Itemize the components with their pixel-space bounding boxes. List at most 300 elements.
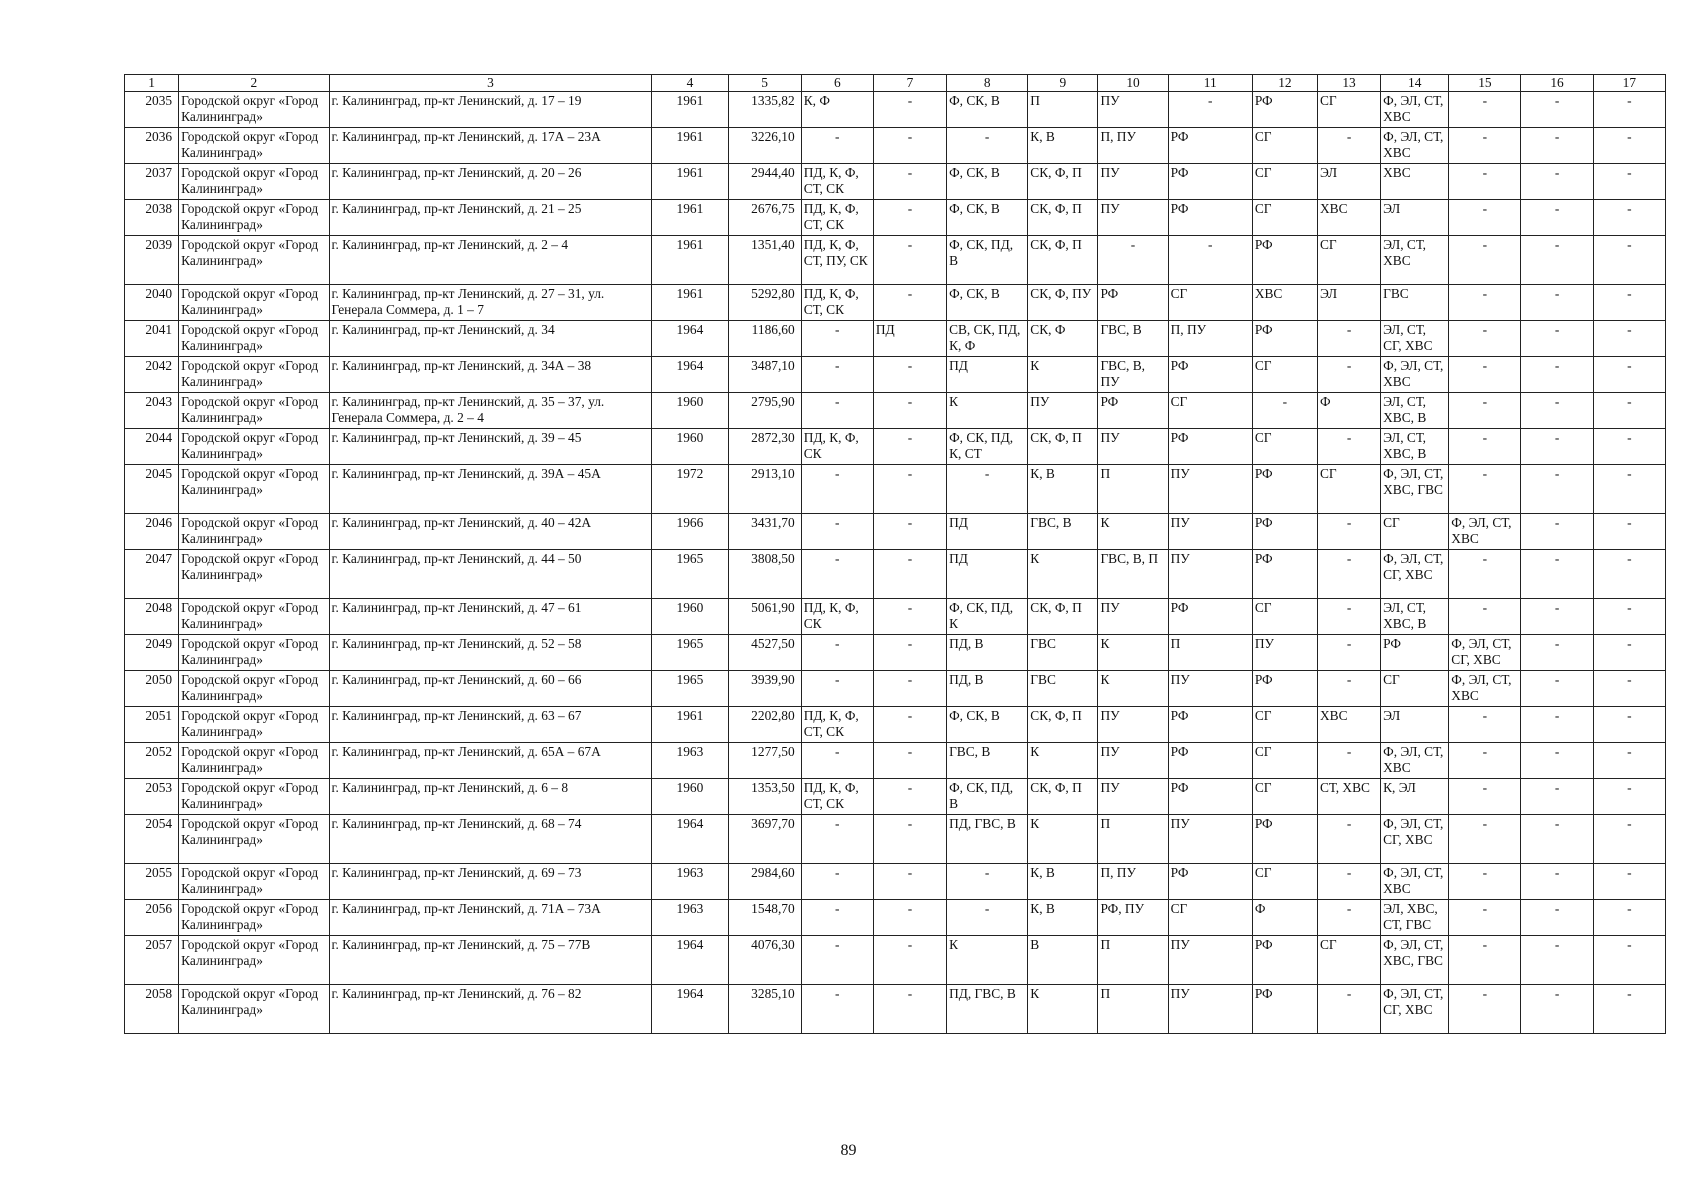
column-header: 5 bbox=[728, 75, 801, 92]
column-header: 3 bbox=[329, 75, 652, 92]
table-cell: - bbox=[873, 128, 946, 164]
table-cell: 2051 bbox=[125, 707, 179, 743]
table-cell: г. Калининград, пр-кт Ленинский, д. 20 – 26 bbox=[329, 164, 652, 200]
table-cell: - bbox=[1593, 936, 1665, 985]
table-cell: 2045 bbox=[125, 465, 179, 514]
table-cell: ХВС bbox=[1317, 200, 1380, 236]
table-cell: - bbox=[801, 936, 873, 985]
table-cell: ЭЛ, СТ, СГ, ХВС bbox=[1381, 321, 1449, 357]
table-cell: - bbox=[1521, 128, 1593, 164]
table-cell: ЭЛ bbox=[1317, 164, 1380, 200]
table-cell: - bbox=[1593, 985, 1665, 1034]
table-cell: 2055 bbox=[125, 864, 179, 900]
table-cell: ПУ bbox=[1098, 707, 1168, 743]
table-header-row bbox=[125, 75, 1666, 92]
table-cell: РФ bbox=[1252, 465, 1317, 514]
table-cell: СГ bbox=[1252, 779, 1317, 815]
table-cell: - bbox=[1521, 321, 1593, 357]
table-cell: К bbox=[1098, 635, 1168, 671]
table-cell: К bbox=[1028, 357, 1098, 393]
table-cell: - bbox=[873, 936, 946, 985]
table-cell: Ф, СК, ПД, К bbox=[947, 599, 1028, 635]
table-row bbox=[125, 550, 1666, 599]
table-cell: - bbox=[1593, 429, 1665, 465]
table-cell: ХВС bbox=[1252, 285, 1317, 321]
table-cell: - bbox=[1449, 200, 1521, 236]
table-cell: - bbox=[801, 550, 873, 599]
table-cell: - bbox=[1521, 864, 1593, 900]
table-cell: Ф, ЭЛ, СТ, ХВС, ГВС bbox=[1381, 465, 1449, 514]
table-cell: 1960 bbox=[652, 779, 728, 815]
table-cell: Городской округ «Город Калининград» bbox=[179, 936, 329, 985]
table-cell: - bbox=[1593, 550, 1665, 599]
table-cell: - bbox=[1521, 779, 1593, 815]
table-cell: ЭЛ, СТ, ХВС, В bbox=[1381, 599, 1449, 635]
table-cell: РФ bbox=[1252, 514, 1317, 550]
table-cell: - bbox=[1449, 900, 1521, 936]
table-cell: - bbox=[801, 465, 873, 514]
table-cell: - bbox=[1593, 285, 1665, 321]
table-cell: - bbox=[873, 900, 946, 936]
table-cell: - bbox=[1317, 599, 1380, 635]
table-cell: ГВС, В bbox=[947, 743, 1028, 779]
table-cell: П bbox=[1168, 635, 1252, 671]
table-cell: ПД bbox=[947, 550, 1028, 599]
table-cell: СК, Ф, П bbox=[1028, 164, 1098, 200]
table-row bbox=[125, 671, 1666, 707]
table-cell: - bbox=[1317, 815, 1380, 864]
table-cell: ЭЛ, СТ, ХВС bbox=[1381, 236, 1449, 285]
table-row bbox=[125, 815, 1666, 864]
table-cell: РФ, ПУ bbox=[1098, 900, 1168, 936]
table-cell: - bbox=[1317, 864, 1380, 900]
table-cell: ПД, К, Ф, СК bbox=[801, 429, 873, 465]
table-cell: - bbox=[947, 128, 1028, 164]
table-cell: - bbox=[1593, 321, 1665, 357]
table-cell: Городской округ «Город Калининград» bbox=[179, 599, 329, 635]
table-cell: Ф, ЭЛ, СТ, ХВС bbox=[1381, 357, 1449, 393]
table-row bbox=[125, 707, 1666, 743]
table-cell: 2057 bbox=[125, 936, 179, 985]
table-cell: Городской округ «Город Калининград» bbox=[179, 236, 329, 285]
table-cell: - bbox=[873, 779, 946, 815]
column-header: 15 bbox=[1449, 75, 1521, 92]
table-cell: П, ПУ bbox=[1098, 864, 1168, 900]
table-cell: ПУ bbox=[1168, 985, 1252, 1034]
table-row bbox=[125, 743, 1666, 779]
table-cell: - bbox=[947, 900, 1028, 936]
table-cell: Ф, ЭЛ, СТ, СГ, ХВС bbox=[1381, 815, 1449, 864]
table-cell: г. Калининград, пр-кт Ленинский, д. 47 – 61 bbox=[329, 599, 652, 635]
table-cell: - bbox=[1593, 465, 1665, 514]
table-cell: Городской округ «Город Калининград» bbox=[179, 815, 329, 864]
table-row bbox=[125, 779, 1666, 815]
table-cell: ГВС, В bbox=[1098, 321, 1168, 357]
table-cell: СТ, ХВС bbox=[1317, 779, 1380, 815]
table-cell: ГВС, В, ПУ bbox=[1098, 357, 1168, 393]
table-cell: Городской округ «Город Калининград» bbox=[179, 514, 329, 550]
table-cell: - bbox=[873, 514, 946, 550]
table-row bbox=[125, 128, 1666, 164]
table-cell: ПУ bbox=[1168, 815, 1252, 864]
table-cell: Городской округ «Город Калининград» bbox=[179, 357, 329, 393]
table-cell: ПД, К, Ф, СТ, ПУ, СК bbox=[801, 236, 873, 285]
table-cell: г. Калининград, пр-кт Ленинский, д. 68 – 74 bbox=[329, 815, 652, 864]
table-cell: 2043 bbox=[125, 393, 179, 429]
table-cell: Ф, СК, В bbox=[947, 200, 1028, 236]
table-cell: 2984,60 bbox=[728, 864, 801, 900]
table-cell: - bbox=[1593, 671, 1665, 707]
table-cell: РФ bbox=[1252, 321, 1317, 357]
table-cell: К bbox=[1098, 514, 1168, 550]
table-cell: Городской округ «Город Калининград» bbox=[179, 285, 329, 321]
table-cell: Городской округ «Город Калининград» bbox=[179, 635, 329, 671]
table-cell: г. Калининград, пр-кт Ленинский, д. 75 – 77В bbox=[329, 936, 652, 985]
table-cell: Ф, ЭЛ, СТ, СГ, ХВС bbox=[1381, 985, 1449, 1034]
table-cell: - bbox=[1593, 743, 1665, 779]
table-cell: ГВС, В, П bbox=[1098, 550, 1168, 599]
table-cell: РФ bbox=[1168, 779, 1252, 815]
column-header: 13 bbox=[1317, 75, 1380, 92]
table-cell: - bbox=[801, 743, 873, 779]
table-cell: П bbox=[1098, 936, 1168, 985]
table-cell: ПУ bbox=[1168, 465, 1252, 514]
table-cell: 1961 bbox=[652, 164, 728, 200]
table-cell: - bbox=[1449, 429, 1521, 465]
table-cell: ПУ bbox=[1028, 393, 1098, 429]
table-cell: ПД, В bbox=[947, 635, 1028, 671]
table-cell: 1965 bbox=[652, 550, 728, 599]
table-cell: - bbox=[1449, 321, 1521, 357]
table-cell: Городской округ «Город Калининград» bbox=[179, 429, 329, 465]
table-cell: Ф, СК, В bbox=[947, 164, 1028, 200]
table-cell: 1548,70 bbox=[728, 900, 801, 936]
table-cell: 1961 bbox=[652, 200, 728, 236]
table-cell: 1963 bbox=[652, 743, 728, 779]
table-cell: ПУ bbox=[1168, 671, 1252, 707]
column-header: 14 bbox=[1381, 75, 1449, 92]
table-cell: - bbox=[1521, 285, 1593, 321]
table-cell: РФ bbox=[1252, 550, 1317, 599]
table-cell: ПУ bbox=[1098, 92, 1168, 128]
table-cell: 1964 bbox=[652, 936, 728, 985]
table-cell: - bbox=[873, 393, 946, 429]
table-cell: - bbox=[1521, 900, 1593, 936]
table-body bbox=[125, 75, 1666, 1034]
table-cell: г. Калининград, пр-кт Ленинский, д. 71А – 73А bbox=[329, 900, 652, 936]
table-cell: ПУ bbox=[1168, 936, 1252, 985]
table-cell: - bbox=[873, 285, 946, 321]
table-cell: - bbox=[873, 707, 946, 743]
table-cell: - bbox=[1521, 236, 1593, 285]
table-cell: 2050 bbox=[125, 671, 179, 707]
table-row bbox=[125, 164, 1666, 200]
table-cell: - bbox=[1521, 393, 1593, 429]
table-cell: 2058 bbox=[125, 985, 179, 1034]
table-cell: К bbox=[1028, 985, 1098, 1034]
table-cell: 3939,90 bbox=[728, 671, 801, 707]
table-cell: ПД, К, Ф, СТ, СК bbox=[801, 164, 873, 200]
table-cell: ЭЛ bbox=[1381, 200, 1449, 236]
table-cell: Городской округ «Город Калининград» bbox=[179, 743, 329, 779]
table-cell: - bbox=[1521, 465, 1593, 514]
table-cell: - bbox=[1449, 550, 1521, 599]
table-cell: ЭЛ, ХВС, СТ, ГВС bbox=[1381, 900, 1449, 936]
table-cell: К, Ф bbox=[801, 92, 873, 128]
table-cell: СГ bbox=[1381, 514, 1449, 550]
table-cell: ГВС bbox=[1381, 285, 1449, 321]
table-cell: - bbox=[1449, 128, 1521, 164]
table-cell: 2054 bbox=[125, 815, 179, 864]
table-cell: Ф, ЭЛ, СТ, ХВС, ГВС bbox=[1381, 936, 1449, 985]
table-cell: ПУ bbox=[1098, 164, 1168, 200]
table-cell: г. Калининград, пр-кт Ленинский, д. 21 – 25 bbox=[329, 200, 652, 236]
table-cell: - bbox=[873, 200, 946, 236]
table-cell: РФ bbox=[1168, 200, 1252, 236]
table-cell: Городской округ «Город Калининград» bbox=[179, 465, 329, 514]
table-cell: 1961 bbox=[652, 92, 728, 128]
table-cell: СК, Ф, П bbox=[1028, 429, 1098, 465]
table-cell: П, ПУ bbox=[1098, 128, 1168, 164]
table-cell: - bbox=[1449, 599, 1521, 635]
table-cell: г. Калининград, пр-кт Ленинский, д. 2 – 4 bbox=[329, 236, 652, 285]
table-cell: ПУ bbox=[1098, 200, 1168, 236]
table-cell: - bbox=[873, 550, 946, 599]
table-cell: - bbox=[873, 357, 946, 393]
table-row bbox=[125, 465, 1666, 514]
table-cell: - bbox=[1317, 985, 1380, 1034]
table-row bbox=[125, 864, 1666, 900]
table-cell: - bbox=[947, 864, 1028, 900]
table-cell: 2056 bbox=[125, 900, 179, 936]
table-cell: 2038 bbox=[125, 200, 179, 236]
table-cell: г. Калининград, пр-кт Ленинский, д. 35 – 37, ул. Генерала Соммера, д. 2 – 4 bbox=[329, 393, 652, 429]
table-cell: СГ bbox=[1252, 429, 1317, 465]
table-cell: ХВС bbox=[1381, 164, 1449, 200]
table-cell: 2053 bbox=[125, 779, 179, 815]
table-cell: 5061,90 bbox=[728, 599, 801, 635]
table-cell: - bbox=[873, 635, 946, 671]
table-cell: К bbox=[1028, 815, 1098, 864]
table-cell: 3808,50 bbox=[728, 550, 801, 599]
table-cell: СГ bbox=[1381, 671, 1449, 707]
table-cell: П bbox=[1098, 465, 1168, 514]
table-cell: 2035 bbox=[125, 92, 179, 128]
table-cell: 1961 bbox=[652, 707, 728, 743]
table-cell: - bbox=[1449, 357, 1521, 393]
table-cell: - bbox=[1317, 128, 1380, 164]
table-cell: - bbox=[947, 465, 1028, 514]
table-cell: К bbox=[947, 936, 1028, 985]
table-cell: - bbox=[1521, 635, 1593, 671]
table-cell: г. Калининград, пр-кт Ленинский, д. 69 – 73 bbox=[329, 864, 652, 900]
table-cell: СГ bbox=[1252, 357, 1317, 393]
table-cell: - bbox=[873, 671, 946, 707]
table-cell: Ф, ЭЛ, СТ, ХВС bbox=[1449, 514, 1521, 550]
table-cell: СГ bbox=[1252, 743, 1317, 779]
column-header: 17 bbox=[1593, 75, 1665, 92]
table-cell: - bbox=[801, 985, 873, 1034]
column-header: 2 bbox=[179, 75, 329, 92]
table-cell: - bbox=[1317, 900, 1380, 936]
table-cell: ГВС bbox=[1028, 635, 1098, 671]
table-cell: ПД, К, Ф, СТ, СК bbox=[801, 707, 873, 743]
table-cell: - bbox=[1449, 815, 1521, 864]
table-cell: ПД, К, Ф, СТ, СК bbox=[801, 200, 873, 236]
table-cell: ПД, ГВС, В bbox=[947, 985, 1028, 1034]
table-cell: 1965 bbox=[652, 635, 728, 671]
table-cell: 1964 bbox=[652, 985, 728, 1034]
page-number: 89 bbox=[840, 1142, 857, 1159]
table-cell: - bbox=[1593, 128, 1665, 164]
table-cell: 1963 bbox=[652, 900, 728, 936]
table-cell: П bbox=[1098, 985, 1168, 1034]
table-cell: - bbox=[1521, 815, 1593, 864]
table-cell: Городской округ «Город Калининград» bbox=[179, 321, 329, 357]
table-row bbox=[125, 514, 1666, 550]
table-cell: П bbox=[1098, 815, 1168, 864]
table-cell: Городской округ «Город Калининград» bbox=[179, 550, 329, 599]
table-cell: 1961 bbox=[652, 128, 728, 164]
table-cell: ПД, К, Ф, СТ, СК bbox=[801, 285, 873, 321]
table-cell: РФ bbox=[1168, 429, 1252, 465]
table-cell: - bbox=[1317, 321, 1380, 357]
table-cell: 2795,90 bbox=[728, 393, 801, 429]
table-cell: Городской округ «Город Калининград» bbox=[179, 864, 329, 900]
table-cell: - bbox=[1317, 671, 1380, 707]
table-cell: - bbox=[1521, 429, 1593, 465]
table-row bbox=[125, 236, 1666, 285]
table-cell: Городской округ «Город Калининград» bbox=[179, 200, 329, 236]
table-cell: 1277,50 bbox=[728, 743, 801, 779]
table-cell: Ф, ЭЛ, СТ, ХВС bbox=[1381, 864, 1449, 900]
table-cell: Ф, СК, ПД, В bbox=[947, 236, 1028, 285]
table-cell: РФ bbox=[1252, 815, 1317, 864]
table-cell: г. Калининград, пр-кт Ленинский, д. 63 – 67 bbox=[329, 707, 652, 743]
column-header: 10 bbox=[1098, 75, 1168, 92]
table-cell: СГ bbox=[1252, 128, 1317, 164]
table-cell: ПД, В bbox=[947, 671, 1028, 707]
table-cell: ПД, К, Ф, СК bbox=[801, 599, 873, 635]
table-cell: РФ bbox=[1168, 357, 1252, 393]
table-cell: - bbox=[873, 743, 946, 779]
table-cell: 2913,10 bbox=[728, 465, 801, 514]
table-cell: 2039 bbox=[125, 236, 179, 285]
table-cell: В bbox=[1028, 936, 1098, 985]
table-cell: 2036 bbox=[125, 128, 179, 164]
table-cell: - bbox=[1449, 285, 1521, 321]
table-cell: СГ bbox=[1317, 465, 1380, 514]
table-cell: - bbox=[1593, 393, 1665, 429]
table-cell: Ф, СК, В bbox=[947, 92, 1028, 128]
table-cell: - bbox=[1449, 393, 1521, 429]
table-cell: - bbox=[1593, 236, 1665, 285]
table-cell: - bbox=[1521, 357, 1593, 393]
table-cell: Ф bbox=[1252, 900, 1317, 936]
table-cell: Ф, ЭЛ, СТ, СГ, ХВС bbox=[1449, 635, 1521, 671]
table-cell: 2202,80 bbox=[728, 707, 801, 743]
column-header: 12 bbox=[1252, 75, 1317, 92]
table-cell: 1961 bbox=[652, 285, 728, 321]
table-cell: ПУ bbox=[1098, 599, 1168, 635]
table-cell: - bbox=[1449, 985, 1521, 1034]
table-row bbox=[125, 985, 1666, 1034]
table-cell: 2040 bbox=[125, 285, 179, 321]
table-cell: ХВС bbox=[1317, 707, 1380, 743]
table-cell: - bbox=[1449, 236, 1521, 285]
column-header: 6 bbox=[801, 75, 873, 92]
table-cell: 1965 bbox=[652, 671, 728, 707]
table-cell: СГ bbox=[1252, 200, 1317, 236]
table-cell: г. Калининград, пр-кт Ленинский, д. 17 – 19 bbox=[329, 92, 652, 128]
table-cell: г. Калининград, пр-кт Ленинский, д. 27 – 31, ул. Генерала Соммера, д. 1 – 7 bbox=[329, 285, 652, 321]
table-cell: - bbox=[873, 864, 946, 900]
table-cell: СК, Ф, П bbox=[1028, 779, 1098, 815]
table-cell: 1351,40 bbox=[728, 236, 801, 285]
table-cell: СГ bbox=[1317, 92, 1380, 128]
table-cell: СК, Ф, П bbox=[1028, 236, 1098, 285]
table-cell: РФ bbox=[1168, 707, 1252, 743]
table-cell: СК, Ф, П bbox=[1028, 200, 1098, 236]
table-cell: СК, Ф, П bbox=[1028, 707, 1098, 743]
table-cell: ПД, К, Ф, СТ, СК bbox=[801, 779, 873, 815]
table-cell: 1960 bbox=[652, 599, 728, 635]
table-cell: 3487,10 bbox=[728, 357, 801, 393]
table-cell: - bbox=[873, 164, 946, 200]
column-header: 16 bbox=[1521, 75, 1593, 92]
table-cell: - bbox=[1521, 514, 1593, 550]
table-cell: Городской округ «Город Калининград» bbox=[179, 92, 329, 128]
table-cell: - bbox=[1593, 779, 1665, 815]
table-cell: ПД bbox=[947, 357, 1028, 393]
table-cell: ЭЛ bbox=[1381, 707, 1449, 743]
table-cell: П bbox=[1028, 92, 1098, 128]
table-cell: - bbox=[1449, 164, 1521, 200]
table-cell: 2044 bbox=[125, 429, 179, 465]
table-cell: СГ bbox=[1317, 236, 1380, 285]
table-cell: ПД bbox=[873, 321, 946, 357]
table-cell: - bbox=[801, 635, 873, 671]
table-cell: - bbox=[1449, 743, 1521, 779]
table-cell: ПУ bbox=[1098, 429, 1168, 465]
table-cell: Городской округ «Город Калининград» bbox=[179, 985, 329, 1034]
table-cell: 2052 bbox=[125, 743, 179, 779]
table-cell: РФ bbox=[1098, 393, 1168, 429]
table-cell: - bbox=[1521, 92, 1593, 128]
table-cell: СГ bbox=[1252, 707, 1317, 743]
table-cell: 4076,30 bbox=[728, 936, 801, 985]
table-cell: СК, Ф bbox=[1028, 321, 1098, 357]
table-cell: - bbox=[873, 985, 946, 1034]
table-cell: Городской округ «Город Калининград» bbox=[179, 128, 329, 164]
table-cell: 3431,70 bbox=[728, 514, 801, 550]
table-cell: К bbox=[947, 393, 1028, 429]
table-cell: - bbox=[1593, 200, 1665, 236]
registry-table bbox=[124, 74, 1666, 1034]
table-cell: 2049 bbox=[125, 635, 179, 671]
table-cell: 1960 bbox=[652, 393, 728, 429]
table-cell: г. Калининград, пр-кт Ленинский, д. 6 – 8 bbox=[329, 779, 652, 815]
table-cell: - bbox=[1449, 707, 1521, 743]
table-cell: 1186,60 bbox=[728, 321, 801, 357]
column-header: 7 bbox=[873, 75, 946, 92]
table-row bbox=[125, 429, 1666, 465]
table-cell: 2042 bbox=[125, 357, 179, 393]
table-cell: - bbox=[1521, 936, 1593, 985]
table-cell: - bbox=[1168, 236, 1252, 285]
table-cell: РФ bbox=[1168, 743, 1252, 779]
table-row bbox=[125, 936, 1666, 985]
